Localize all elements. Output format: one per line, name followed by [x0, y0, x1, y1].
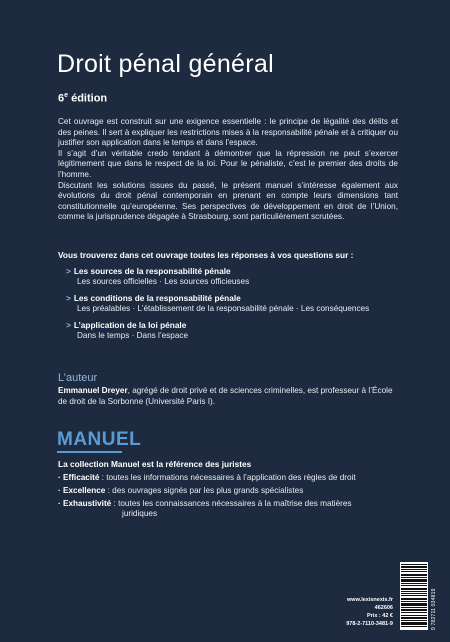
- edition-label: [58, 92, 107, 105]
- feature-text: : toutes les connaissances nécessaires à la maîtrise des matières: [111, 498, 352, 508]
- question-title: Les conditions de la responsabilité pénale: [73, 293, 241, 303]
- barcode-digits: 9 782711 034819: [431, 588, 437, 630]
- list-item: [66, 266, 406, 287]
- feature-text: : toutes les informations nécessaires à l’application des règles de droit: [99, 473, 356, 482]
- author-name: Emmanuel Dreyer: [58, 386, 128, 395]
- list-item: [58, 473, 403, 484]
- feature-label: · Exhaustivité: [58, 498, 112, 508]
- feature-label: · Excellence: [58, 485, 106, 495]
- author-heading: L’auteur: [58, 372, 98, 384]
- description-paragraph: Discutant les solutions issues du passé, le présent manuel s’intéresse également aux évolutions du droit pénal contemporain en prenant en compte leurs dimensions tant constitutionnelle qu’européenne. Ses perspectives de développement en droit de l’Union, comme la jurisprudence dégagée à Strasbourg, sont particulièrement scrutées.: [58, 180, 398, 222]
- barcode-icon: [400, 562, 428, 630]
- list-item: [66, 320, 406, 341]
- arrow-icon: >: [66, 320, 71, 330]
- publisher-website: www.lexisnexis.fr: [347, 597, 393, 603]
- collection-logo: MANUEL: [57, 429, 142, 450]
- question-subtopics: Les sources officielles · Les sources officieuses: [77, 277, 250, 286]
- feature-text-continued: juridiques: [122, 509, 158, 519]
- question-title: L’application de la loi pénale: [73, 320, 187, 330]
- list-item: [66, 293, 406, 314]
- isbn-number: 978-2-7110-3481-9: [346, 621, 393, 627]
- edition-superscript: e: [64, 92, 69, 99]
- question-subtopics: Les préalables · L’établissement de la responsabilité pénale · Les conséquences: [77, 304, 370, 313]
- arrow-icon: >: [66, 266, 71, 276]
- author-bio-text: , agrégé de droit privé et de sciences criminelles, est professeur à l’École de droit de la Sorbonne (Université Paris I).: [58, 386, 393, 406]
- feature-label: · Efficacité: [58, 473, 100, 482]
- book-title: Droit pénal général: [57, 50, 274, 78]
- questions-heading: Vous trouverez dans cet ouvrage toutes les réponses à vos questions sur :: [58, 250, 354, 260]
- collection-features: [58, 473, 403, 522]
- edition-number: 6: [58, 92, 65, 105]
- product-code: 462606: [374, 605, 393, 611]
- list-item: [58, 499, 403, 521]
- edition-word: édition: [71, 92, 108, 105]
- price-label: Prix : 42 €: [367, 613, 393, 619]
- collection-heading: La collection Manuel est la référence des juristes: [58, 459, 252, 469]
- description-paragraph: Il s’agit d’un véritable credo tendant à démontrer que la répression ne peut s’exercer légitimement que dans le respect de la loi. Pour le pénaliste, c’est le premier des droits de l’homme.: [58, 148, 398, 179]
- description-paragraph: Cet ouvrage est construit sur une exigence essentielle : le principe de légalité des délits et des peines. Il sert à expliquer les restrictions mises à la responsabilité pénale et à critiquer ou justifier son application dans le temps et dans l’espace.: [58, 117, 398, 148]
- author-bio: [58, 386, 403, 407]
- feature-text: : des ouvrages signés par les plus grands spécialistes: [105, 485, 304, 495]
- collection-logo-underline: [57, 451, 122, 453]
- publisher-info: [300, 596, 393, 628]
- list-item: [58, 486, 403, 497]
- question-title: Les sources de la responsabilité pénale: [73, 266, 231, 276]
- description: [58, 117, 398, 223]
- question-subtopics: Dans le temps · Dans l’espace: [77, 331, 189, 340]
- questions-list: [66, 266, 406, 347]
- arrow-icon: >: [66, 293, 71, 303]
